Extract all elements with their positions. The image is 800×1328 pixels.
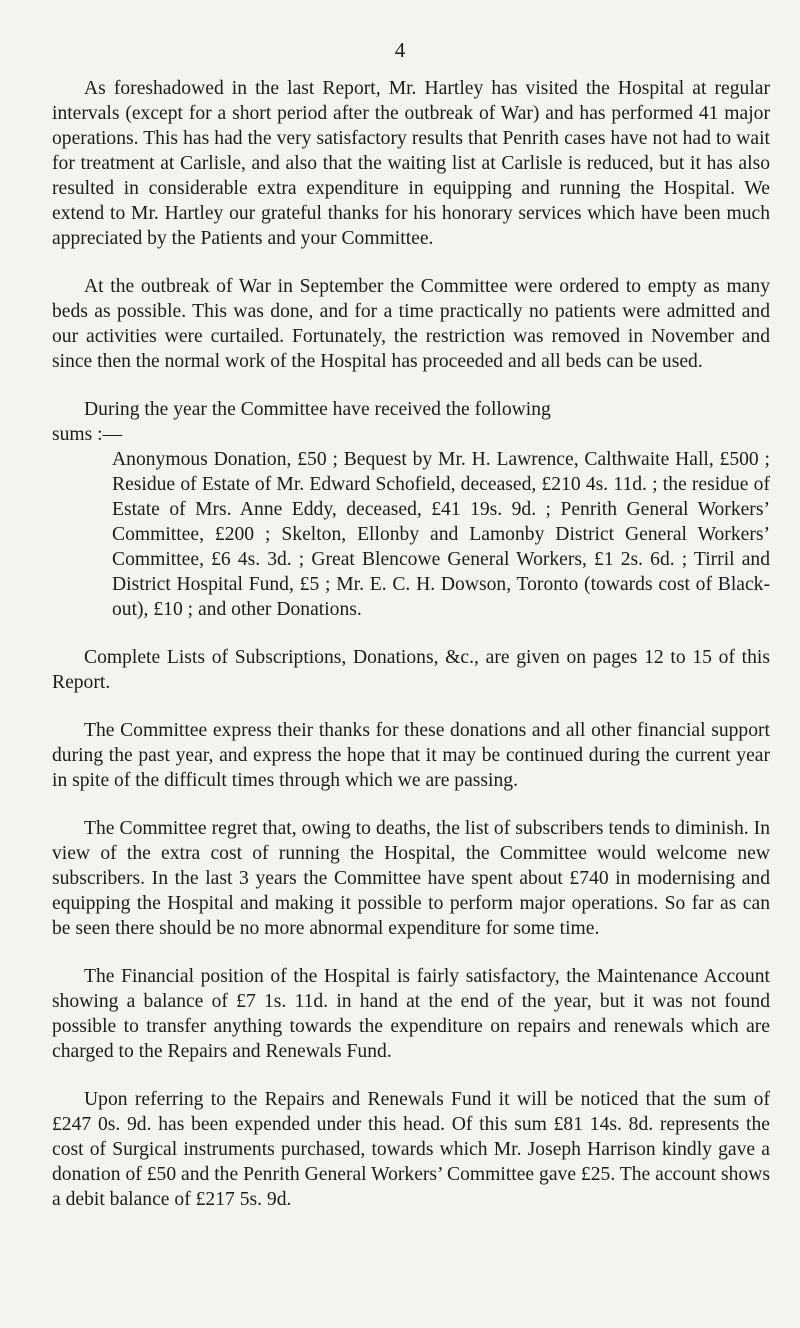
paragraph-sums-received-intro: During the year the Committee have received the following (84, 399, 551, 420)
paragraph-subscription-lists: Complete Lists of Subscriptions, Donations, &c., are given on pages 12 to 15 of this Report. (52, 647, 770, 693)
paragraph-sums-label: sums :— (52, 424, 123, 445)
paragraph-outbreak-of-war: At the outbreak of War in September the Committee were ordered to empty as many beds as possible. This was done, and for a time practically no patients were admitted and our activities were curtailed. Fortunately, the restriction was removed in November and since then the normal work of the Hospital has proceeded and all beds can be used. (52, 276, 770, 372)
report-body (52, 76, 770, 1235)
paragraph-hartley-operations: As foreshadowed in the last Report, Mr. Hartley has visited the Hospital at regular intervals (except for a short period after the outbreak of War) and has performed 41 major operations. This has had the very satisfactory results that Penrith cases have not had to wait for treatment at Carlisle, and also that the waiting list at Carlisle is reduced, but it has also resulted in considerable extra expenditure in equipping and running the Hospital. We extend to Mr. Hartley our grateful thanks for his honorary services which have been much appreciated by the Patients and your Committee. (52, 78, 770, 249)
paragraph-thanks: The Committee express their thanks for these donations and all other financial support during the past year, and express the hope that it may be continued during the current year in spite of the difficult times through which we are passing. (52, 720, 770, 791)
page-number: 4 (394, 38, 406, 62)
donations-list: Anonymous Donation, £50 ; Bequest by Mr. H. Lawrence, Calthwaite Hall, £500 ; Residue of Estate of Mr. Edward Schofield, deceased, £210 4s. 11d. ; the residue of Estate of Mrs. Anne Eddy, deceased, £41 19s. 9d. ; Penrith General Workers’ Committee, £200 ; Skelton, Ellonby and Lamonby District General Workers’ Committee, £6 4s. 3d. ; Great Blencowe General Workers, £1 2s. 6d. ; Tirril and District Hospital Fund, £5 ; Mr. E. C. H. Dowson, Toronto (towards cost of Black-out), £10 ; and other Donations. (112, 449, 770, 620)
paragraph-financial-position: The Financial position of the Hospital is fairly satisfactory, the Maintenance Account showing a balance of £7 1s. 11d. in hand at the end of the year, but it was not found possible to transfer anything towards the expenditure on repairs and renewals which are charged to the Repairs and Renewals Fund. (52, 966, 770, 1062)
paragraph-subscribers: The Committee regret that, owing to deaths, the list of subscribers tends to diminish. In view of the extra cost of running the Hospital, the Committee would welcome new subscribers. In the last 3 years the Committee have spent about £740 in modernising and equipping the Hospital and making it possible to perform major operations. So far as can be seen there should be no more abnormal expenditure for some time. (52, 818, 770, 939)
paragraph-repairs-fund: Upon referring to the Repairs and Renewals Fund it will be noticed that the sum of £247 0s. 9d. has been expended under this head. Of this sum £81 14s. 8d. represents the cost of Surgical instruments purchased, towards which Mr. Joseph Harrison kindly gave a donation of £50 and the Penrith General Workers’ Committee gave £25. The account shows a debit balance of £217 5s. 9d. (52, 1089, 770, 1210)
